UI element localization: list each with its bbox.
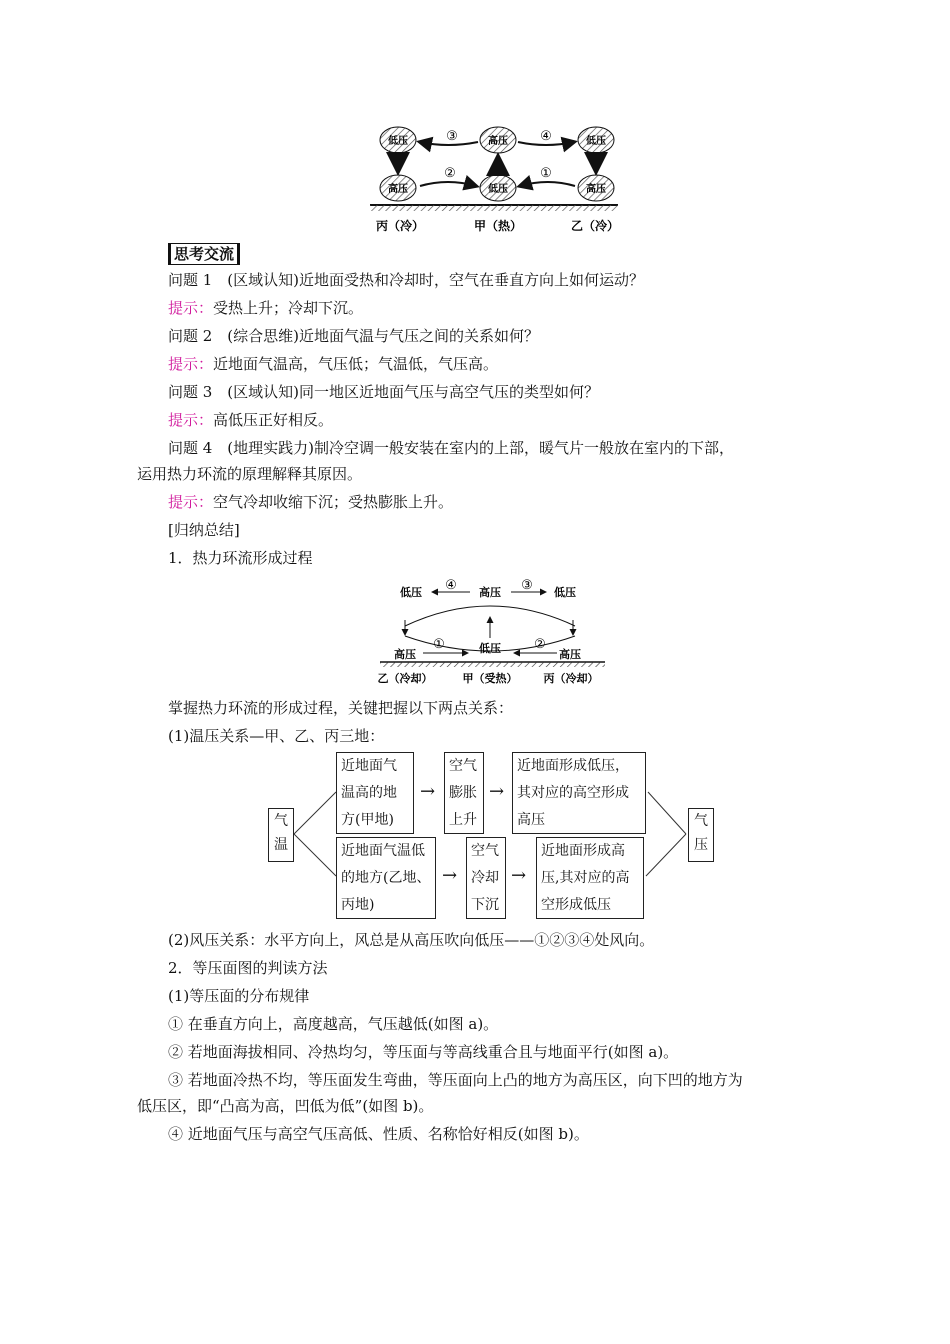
flow-left-box — [268, 808, 294, 862]
flow-right-box — [688, 808, 714, 862]
flow-arrow: → — [511, 865, 527, 886]
hint-label: 提示： — [168, 355, 214, 373]
fig1-bot-left: 高压 — [388, 184, 408, 195]
fig2-ground-right: 丙（冷却） — [543, 672, 599, 685]
flow-top-text-3: 近地面形成低压，其对应的高空形成高压 — [517, 758, 629, 828]
fig1-num-1: ① — [540, 166, 552, 181]
fig2-top-right: 低压 — [554, 586, 576, 599]
circulation-figure-2 — [375, 576, 610, 688]
fig1-num-4: ④ — [540, 129, 552, 144]
fig1-top-right: 低压 — [586, 136, 606, 147]
question-4-cont: 运用热力环流的原理解释其原因。 — [137, 465, 363, 483]
question-3: 问题 3 (区域认知)同一地区近地面气压与高空气压的类型如何？ — [168, 383, 600, 401]
rule-1: ① 在垂直方向上，高度越高，气压越低(如图 a)。 — [168, 1015, 499, 1033]
section-tag-label: 思考交流 — [168, 243, 240, 265]
question-1: 问题 1 (区域认知)近地面受热和冷却时，空气在垂直方向上如何运动？ — [168, 271, 645, 289]
flow-arrow: → — [489, 781, 505, 802]
flow-bot-box-3 — [536, 837, 644, 919]
fig1-top-mid: 高压 — [488, 136, 508, 147]
fig2-bot-left: 高压 — [394, 648, 416, 661]
hint-text: 近地面气温高，气压低；气温低，气压高。 — [213, 355, 499, 373]
fig2-num-1: ① — [433, 637, 445, 652]
question-4: 问题 4 (地理实践力)制冷空调一般安装在室内的上部，暖气片一般放在室内的下部， — [168, 439, 735, 457]
fig1-num-2: ② — [444, 166, 456, 181]
flow-arrow: → — [442, 865, 458, 886]
rule-3-cont: 低压区，即“凸高为高，凹低为低”(如图 b)。 — [137, 1097, 434, 1115]
flow-bot-box-1 — [336, 837, 436, 919]
fig1-ground-right: 乙（冷） — [570, 219, 620, 233]
fig2-top-left: 低压 — [400, 586, 422, 599]
section-tag — [168, 243, 240, 265]
flow-top-box-3 — [512, 752, 646, 834]
hint-2 — [168, 354, 498, 374]
flow-right-label: 气压 — [694, 813, 708, 853]
flow-top-text-1: 近地面气温高的地方(甲地) — [341, 758, 397, 828]
fig1-bot-right: 高压 — [586, 184, 606, 195]
section-1-title: 1．热力环流形成过程 — [168, 549, 313, 567]
hint-3 — [168, 410, 333, 430]
section-2-subtitle: (1)等压面的分布规律 — [168, 987, 310, 1005]
rule-4: ④ 近地面气压与高空气压高低、性质、名称恰好相反(如图 b)。 — [168, 1125, 589, 1143]
fig2-top-mid: 高压 — [479, 586, 501, 599]
rule-3: ③ 若地面冷热不均，等压面发生弯曲，等压面向上凸的地方为高压区，向下凹的地方为 — [168, 1071, 743, 1089]
flow-bot-box-2 — [466, 837, 506, 919]
hint-text: 空气冷却收缩下沉；受热膨胀上升。 — [213, 493, 454, 511]
circulation-figure-1 — [370, 120, 630, 240]
master-text: 掌握热力环流的形成过程，关键把握以下两点关系： — [168, 699, 514, 717]
fig2-num-3: ③ — [521, 578, 533, 593]
flow-top-box-2 — [444, 752, 484, 834]
flow-left-label: 气温 — [274, 813, 288, 853]
hint-label: 提示： — [168, 493, 214, 511]
hint-1 — [168, 298, 363, 318]
fig2-num-4: ④ — [445, 578, 457, 593]
section-2-title: 2．等压面图的判读方法 — [168, 959, 328, 977]
flow-top-box-1 — [336, 752, 414, 834]
fig2-bot-right: 高压 — [559, 648, 581, 661]
flow-bot-text-3: 近地面形成高压,其对应的高空形成低压 — [541, 843, 630, 913]
fig1-ground-mid: 甲（热） — [473, 219, 523, 233]
fig2-ground-left: 乙（冷却） — [377, 672, 433, 685]
fig1-num-3: ③ — [446, 129, 458, 144]
fig2-num-2: ② — [534, 637, 546, 652]
flow-arrow: → — [420, 781, 436, 802]
fig1-top-left: 低压 — [388, 136, 408, 147]
hint-text: 高低压正好相反。 — [213, 411, 334, 429]
flow-bot-text-1: 近地面气温低的地方(乙地、丙地) — [341, 843, 431, 913]
summary-heading: [归纳总结] — [168, 521, 240, 539]
flow-bot-text-2: 空气冷却下沉 — [471, 843, 499, 913]
fig2-bot-mid: 低压 — [479, 642, 501, 655]
hint-4 — [168, 492, 453, 512]
rule-2: ② 若地面海拔相同、冷热均匀，等压面与等高线重合且与地面平行(如图 a)。 — [168, 1043, 679, 1061]
question-2: 问题 2 (综合思维)近地面气温与气压之间的关系如何？ — [168, 327, 540, 345]
relation-2: (2)风压关系：水平方向上，风总是从高压吹向低压——①②③④处风向。 — [168, 931, 655, 949]
fig2-ground-mid: 甲（受热） — [462, 672, 518, 685]
hint-label: 提示： — [168, 411, 214, 429]
fig1-ground-left: 丙（冷） — [375, 219, 425, 233]
relation-1-title: (1)温压关系—甲、乙、丙三地： — [168, 727, 385, 745]
flow-top-text-2: 空气膨胀上升 — [449, 758, 477, 828]
hint-label: 提示： — [168, 299, 214, 317]
hint-text: 受热上升；冷却下沉。 — [213, 299, 364, 317]
fig1-bot-mid: 低压 — [488, 184, 508, 195]
